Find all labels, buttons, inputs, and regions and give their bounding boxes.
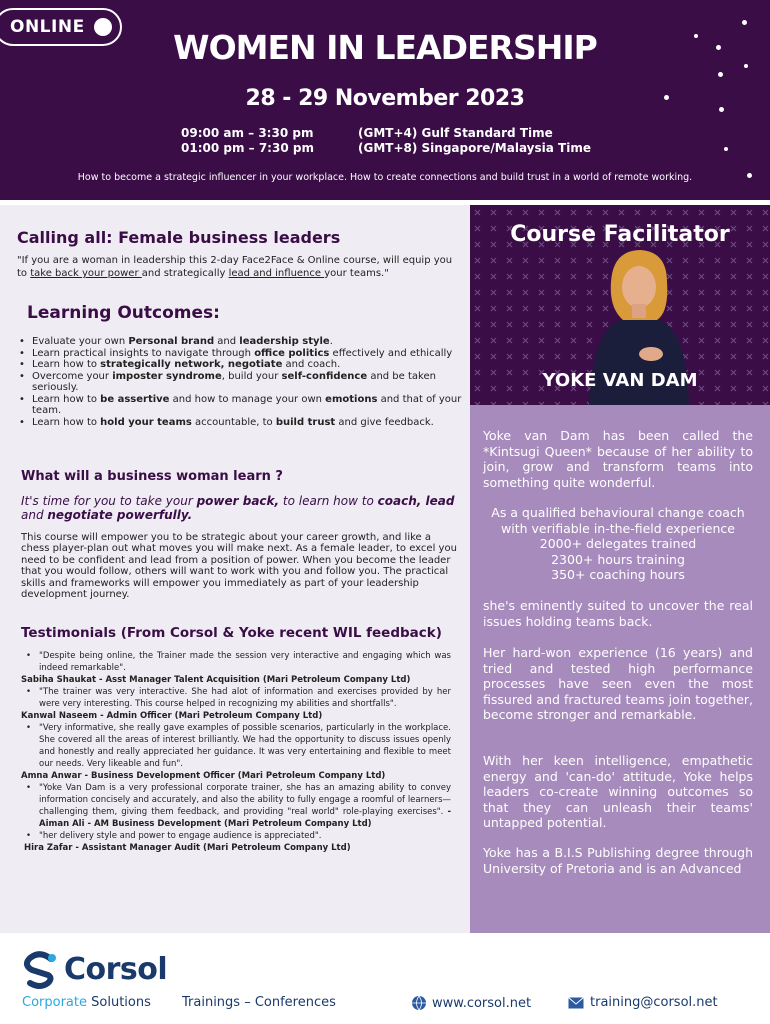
star-dot-icon bbox=[718, 72, 723, 77]
learn-body: This course will empower you to be strategic about your career growth, and like a chess player-plan out what moves you will make next. As a female leader, to excel you need to be confident and lead from a position of power. When you become the leader that you would follow, others will want to work with you and follow you. The practical skills and frameworks will empower you immediately as part of your leadership development journey. bbox=[21, 532, 457, 601]
testimonial-author: Kanwal Naseem - Admin Officer (Mari Petroleum Company Ltd) bbox=[21, 711, 323, 721]
bio-stats bbox=[483, 505, 753, 583]
bio-paragraph: Her hard-won experience (16 years) and tried and tested high performance processes have seen even the most fissured and fractured teams join together, become stronger and remarkable. bbox=[483, 645, 753, 722]
outcome-item: • Learn how to hold your teams accountable, to build trust and give feedback. bbox=[17, 417, 462, 429]
star-dot-icon bbox=[742, 20, 747, 25]
star-dot-icon bbox=[694, 34, 698, 38]
testimonial-quote: • "Despite being online, the Trainer made the session very interactive and engaging which was indeed remarkable". bbox=[21, 650, 451, 674]
bio-paragraph: Yoke has a B.I.S Publishing degree through University of Pretoria and is an Advanced bbox=[483, 845, 753, 876]
testimonial-author: - Aiman Ali - AM Business Development (Mari Petroleum Company Ltd) bbox=[39, 807, 451, 829]
testimonial-author: Hira Zafar - Assistant Manager Audit (Mari Petroleum Company Ltd) bbox=[24, 843, 351, 853]
event-timezones bbox=[358, 126, 591, 156]
testimonial-quote: • "Yoke Van Dam is a very professional corporate trainer, she has an amazing ability to convey information concisely and accurately, and also the ability to fully engage a roomful of learners—challenging them, giving them feedback, and providing "real world" role-playing exercises". - Aiman Ali - AM Business Development (Mari Petroleum Company Ltd) bbox=[21, 782, 451, 830]
star-dot-icon bbox=[724, 147, 728, 151]
outcome-item: • Evaluate your own Personal brand and leadership style. bbox=[17, 336, 462, 348]
corsol-subtitle: Corporate Solutions bbox=[22, 995, 151, 1010]
testimonials-list bbox=[21, 650, 451, 854]
calling-text-part: "If you are a woman in leadership this 2-day Face2Face & Online course, will equip you to bbox=[17, 255, 453, 279]
page-title: WOMEN IN LEADERSHIP bbox=[173, 28, 597, 67]
testimonial-quote: • "The trainer was very interactive. She had alot of information and exercises provided by her were very interesting. This course helped in recognizing my abilities and shortfalls". bbox=[21, 686, 451, 710]
testimonial-author: Amna Anwar - Business Development Officer (Mari Petroleum Company Ltd) bbox=[21, 771, 386, 781]
bio-paragraph: Yoke van Dam has been called the *Kintsugi Queen* because of her ability to join, grow and transform teams into something quite wonderful. bbox=[483, 428, 753, 490]
testimonial-quote: • "Very informative, she really gave examples of possible scenarios, particularly in the workplace. She covered all the areas of interest brilliantly. We had the opportunity to discuss issues openly and honestly and really appreciated her guidance. It was very entertaining and flexible to meet our needs. Very likeable and fun". bbox=[21, 722, 451, 770]
testimonials-heading: Testimonials (From Corsol & Yoke recent WIL feedback) bbox=[21, 625, 442, 641]
event-times bbox=[181, 126, 314, 156]
testimonial-quote: • "her delivery style and power to engage audience is appreciated". bbox=[21, 830, 451, 842]
outcome-item: • Learn practical insights to navigate through office politics effectively and ethically bbox=[17, 348, 462, 360]
header-banner bbox=[0, 0, 770, 200]
outcome-item: • Learn how to strategically network, negotiate and coach. bbox=[17, 359, 462, 371]
email-link[interactable] bbox=[568, 995, 718, 1010]
bio-stat-line: 350+ coaching hours bbox=[551, 567, 685, 582]
time-singapore: 01:00 pm – 7:30 pm bbox=[181, 141, 314, 155]
time-gulf: 09:00 am – 3:30 pm bbox=[181, 126, 314, 140]
star-dot-icon bbox=[716, 45, 721, 50]
bio-stat-line: with verifiable in-the-field experience bbox=[501, 520, 735, 536]
bio-stat-line: As a qualified behavioural change coach bbox=[491, 505, 745, 520]
corsol-logo-icon bbox=[20, 950, 60, 990]
calling-text bbox=[17, 254, 462, 280]
testimonial-author: Sabiha Shaukat - Asst Manager Talent Acquisition (Mari Petroleum Company Ltd) bbox=[21, 675, 411, 685]
globe-icon bbox=[411, 995, 427, 1011]
envelope-icon bbox=[568, 997, 584, 1009]
website-text[interactable]: www.corsol.net bbox=[432, 995, 532, 1011]
email-text[interactable]: training@corsol.net bbox=[590, 995, 718, 1010]
bio-stat-line: 2300+ hours training bbox=[551, 551, 685, 567]
learn-heading: What will a business woman learn ? bbox=[21, 469, 283, 484]
bio-stat-line: 2000+ delegates trained bbox=[539, 536, 697, 551]
learn-lead: It's time for you to take your power back, to learn how to coach, lead and negotiate powerfully. bbox=[21, 494, 455, 522]
star-dot-icon bbox=[664, 95, 669, 100]
facilitator-name: YOKE VAN DAM bbox=[542, 370, 698, 391]
calling-text-part: and strategically bbox=[141, 268, 229, 279]
star-dot-icon bbox=[719, 107, 724, 112]
bio-paragraph: With her keen intelligence, empathetic energy and 'can-do' attitude, Yoke helps leaders co-create winning outcomes so that they can unleash their teams' untapped potential. bbox=[483, 753, 753, 830]
star-dot-icon bbox=[744, 64, 748, 68]
star-dot-icon bbox=[747, 173, 752, 178]
outcomes-list bbox=[17, 336, 462, 428]
outcome-item: • Overcome your imposter syndrome, build your self-confidence and be taken seriously. bbox=[17, 371, 462, 394]
bio-paragraph: she's eminently suited to uncover the real issues holding teams back. bbox=[483, 598, 753, 629]
header-tagline: How to become a strategic influencer in your workplace. How to create connections and build trust in a world of remote working. bbox=[77, 172, 693, 183]
event-dates: 28 - 29 November 2023 bbox=[245, 86, 525, 111]
outcome-item: • Learn how to be assertive and how to manage your own emotions and that of your team. bbox=[17, 394, 462, 417]
calling-heading: Calling all: Female business leaders bbox=[17, 228, 341, 247]
online-badge-label: ONLINE bbox=[10, 17, 85, 37]
outcomes-heading: Learning Outcomes: bbox=[27, 303, 220, 323]
calling-text-part: your teams." bbox=[324, 268, 389, 279]
corsol-logo-text: Corsol bbox=[64, 952, 168, 987]
facilitator-heading: Course Facilitator bbox=[510, 222, 730, 247]
calling-underline-lead: lead and influence bbox=[228, 268, 325, 279]
zone-singapore: (GMT+8) Singapore/Malaysia Time bbox=[358, 141, 591, 155]
calling-underline-power: take back your power bbox=[30, 268, 142, 279]
footer-tagline: Trainings – Conferences bbox=[182, 995, 336, 1010]
website-link[interactable] bbox=[411, 995, 531, 1011]
zone-gulf: (GMT+4) Gulf Standard Time bbox=[358, 126, 553, 140]
